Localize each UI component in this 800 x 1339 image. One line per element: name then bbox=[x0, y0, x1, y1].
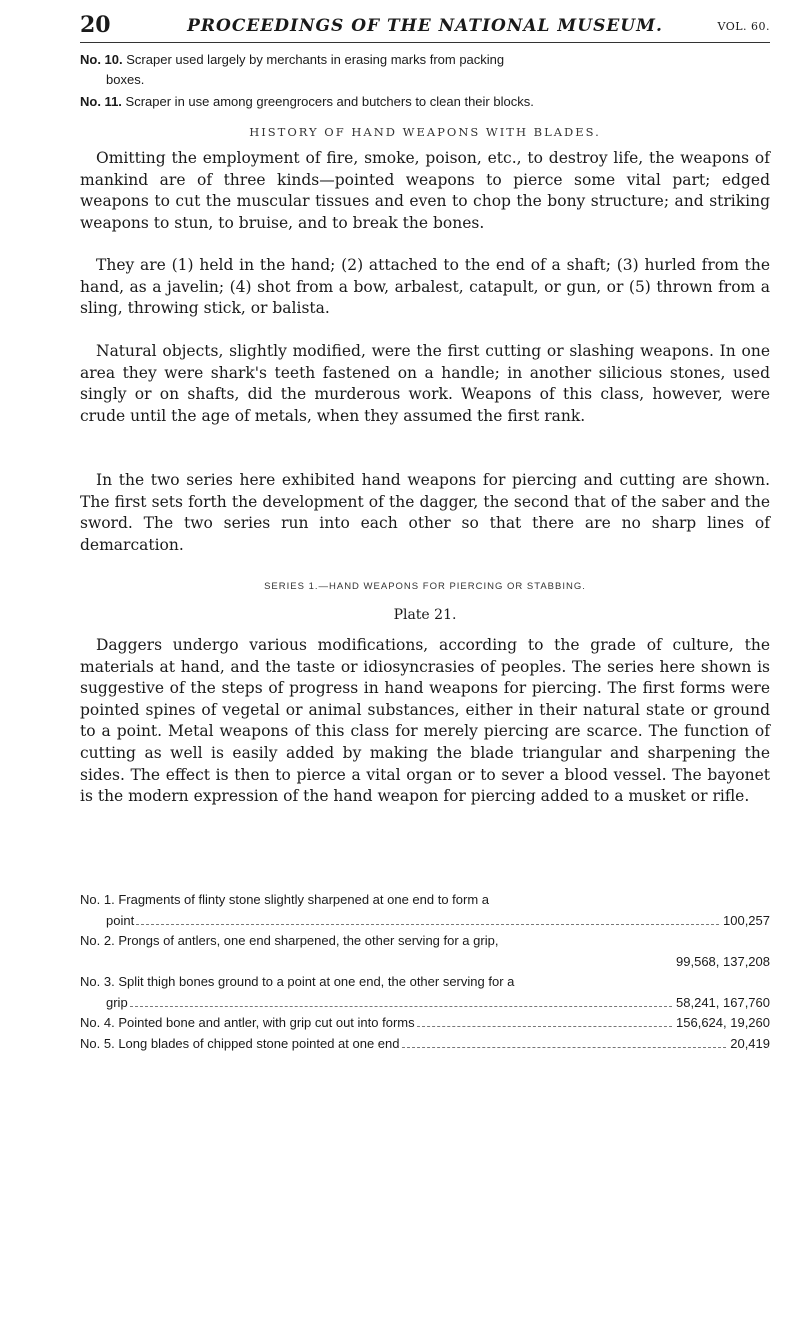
item-text: Long blades of chipped stone pointed at one end bbox=[118, 1035, 400, 1051]
catalog-list bbox=[80, 890, 770, 1054]
plate-label: Plate 21. bbox=[393, 607, 457, 623]
list-item bbox=[80, 931, 770, 972]
item-text: Scraper in use among greengrocers and butchers to clean their blocks. bbox=[125, 94, 534, 109]
scraper-item-11 bbox=[80, 92, 770, 112]
page-number: 20 bbox=[80, 12, 111, 38]
paragraph-two-series: In the two series here exhibited hand weapons for piercing and cutting are shown. The first sets forth the development of the dagger, the second that of the saber and the sword. The two series run into each other so that there are no sharp lines of demarcation. bbox=[80, 471, 770, 554]
item-number: No. 2. bbox=[80, 933, 115, 948]
list-item bbox=[80, 1013, 770, 1034]
item-text: Pointed bone and antler, with grip cut out into forms bbox=[118, 1015, 415, 1030]
series-title: SERIES 1.—HAND WEAPONS FOR PIERCING OR STABBING. bbox=[264, 581, 586, 592]
catalog-number: 20,419 bbox=[730, 1035, 770, 1051]
catalog-number: 99,568, 137,208 bbox=[676, 953, 770, 969]
paragraph-natural-objects: Natural objects, slightly modified, were the first cutting or slashing weapons. In one area they were shark's teeth fastened on a handle; in another silicious stones, used singly or on shafts, did the murderous work. Weapons of this class, however, were crude until the age of metals, when they assumed the first rank. bbox=[80, 342, 770, 425]
catalog-number: 156,624, 19,260 bbox=[676, 1015, 770, 1030]
running-title: PROCEEDINGS OF THE NATIONAL MUSEUM. bbox=[187, 16, 663, 36]
item-text: Scraper used largely by merchants in erasing marks from packing bbox=[126, 52, 505, 67]
running-header bbox=[80, 12, 770, 43]
item-text: Prongs of antlers, one end sharpened, the other serving for a grip, bbox=[118, 933, 499, 948]
list-item bbox=[80, 890, 770, 931]
item-text-continued: boxes. bbox=[106, 72, 145, 87]
item-number: No. 4. bbox=[80, 1015, 115, 1030]
item-text: Split thigh bones ground to a point at one end, the other serving for a bbox=[118, 974, 515, 989]
catalog-number: 100,257 bbox=[723, 912, 770, 928]
paragraph-weapon-uses: They are (1) held in the hand; (2) attached to the end of a shaft; (3) hurled from the hand, as a javelin; (4) shot from a bow, arbalest, catapult, or gun, or (5) thrown from a sling, throwing stick, or balista. bbox=[80, 256, 770, 318]
paragraph-weapon-kinds: Omitting the employment of fire, smoke, poison, etc., to destroy life, the weapons of mankind are of three kinds—pointed weapons to pierce some vital part; edged weapons to cut the muscular tissues and even to chop the bony structure; and striking weapons to stun, to bruise, and to break the bones. bbox=[80, 149, 770, 232]
catalog-number: 58,241, 167,760 bbox=[676, 994, 770, 1010]
item-number: No. 3. bbox=[80, 974, 115, 989]
item-number: No. 11. bbox=[80, 94, 122, 109]
section-title: HISTORY OF HAND WEAPONS WITH BLADES. bbox=[249, 125, 601, 139]
item-number: No. 1. bbox=[80, 892, 115, 907]
scraper-item-10 bbox=[80, 50, 770, 90]
volume-label: VOL. 60. bbox=[717, 20, 770, 33]
list-item bbox=[80, 1034, 770, 1055]
list-item bbox=[80, 972, 770, 1013]
item-text-continued: grip bbox=[106, 994, 128, 1010]
item-number: No. 5. bbox=[80, 1035, 115, 1051]
item-text-continued: point bbox=[106, 912, 135, 928]
paragraph-daggers: Daggers undergo various modifications, according to the grade of culture, the materials at hand, and the taste or idiosyncrasies of peoples. The series here shown is suggestive of the steps of progress in hand weapons for piercing. The first forms were pointed spines of vegetal or animal substances, either in their natural state or ground to a point. Metal weapons of this class for merely piercing are scarce. The function of cutting as well is easily added by making the blade triangular and sharpening the sides. The effect is then to pierce a vital organ or to sever a blood vessel. The bayonet is the modern expression of the hand weapon for piercing added to a musket or rifle. bbox=[80, 636, 770, 806]
item-text: Fragments of flinty stone slightly sharpened at one end to form a bbox=[118, 892, 490, 907]
item-number: No. 10. bbox=[80, 52, 123, 67]
